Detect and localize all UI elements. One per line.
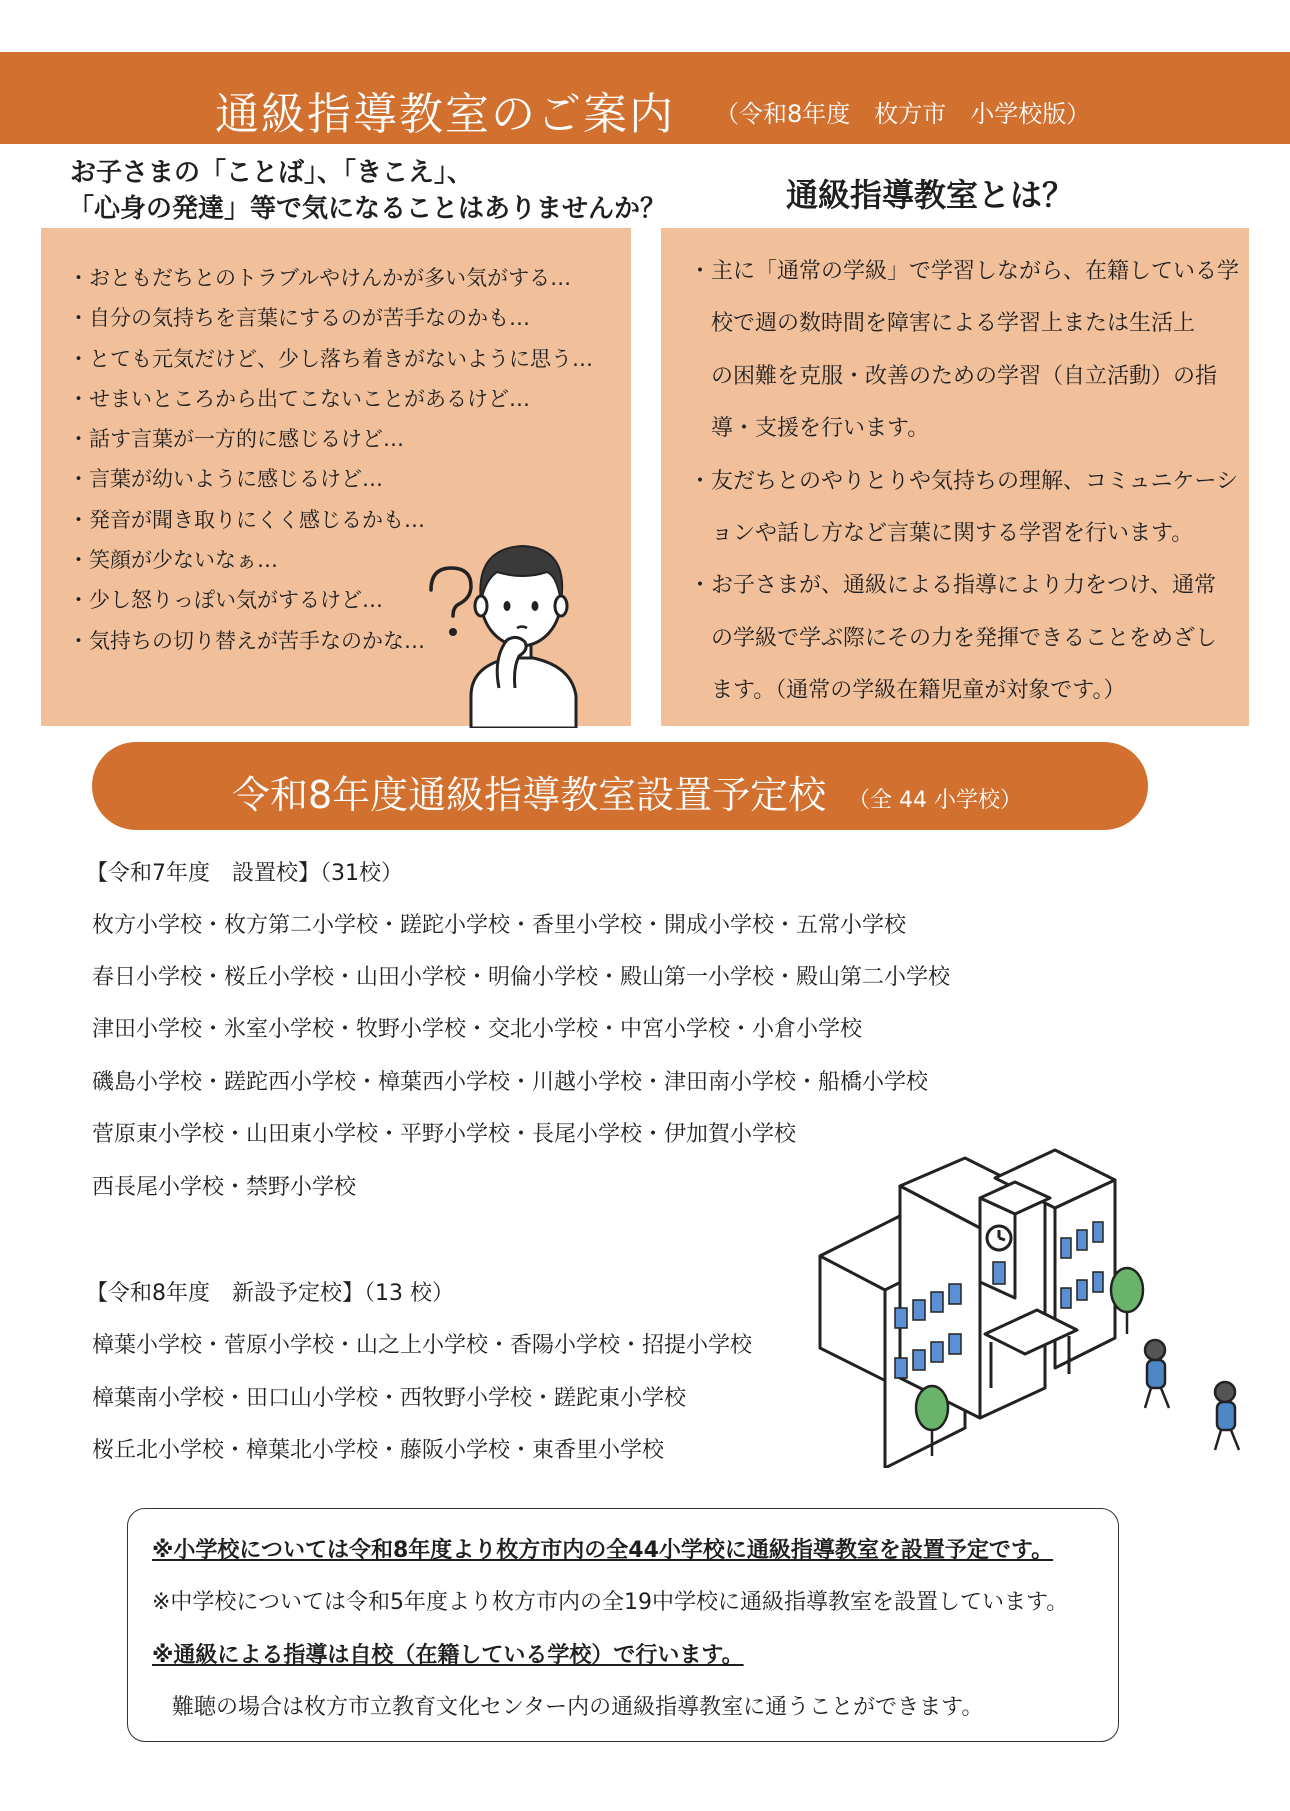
definition-line: 校で週の数時間を障害による学習上または生活上 (689, 311, 1196, 337)
definition-line: の困難を克服・改善のための学習（自立活動）の指 (689, 363, 1218, 389)
note-elementary: ※小学校については令和8年度より枚方市内の全44小学校に通級指導教室を設置予定です。 (152, 1538, 1054, 1563)
concern-item: ・少し怒りっぽい気がするけど… (68, 588, 383, 613)
school-list-line: 西長尾小学校・禁野小学校 (92, 1175, 357, 1200)
planned-schools-heading: 【令和8年度 新設予定校】（13 校） (86, 1281, 454, 1306)
definition-line: ・お子さまが、通級による指導により力をつけ、通常 (689, 573, 1217, 599)
intro-line-2: 「心身の発達」等で気になることはありませんか？ (68, 194, 667, 224)
definition-line: ・友だちとのやりとりや気持ちの理解、コミュニケーシ (689, 468, 1239, 494)
concern-item: ・気持ちの切り替えが苦手なのかな… (68, 628, 425, 653)
concerns-panel (41, 228, 631, 726)
schools-band-title: 令和8年度通級指導教室設置予定校 (232, 773, 827, 817)
page-subtitle: （令和8年度 枚方市 小学校版） (715, 100, 1091, 128)
concern-item: ・笑顔が少ないなぁ… (68, 548, 278, 573)
concern-item: ・話す言葉が一方的に感じるけど… (68, 427, 404, 452)
concern-item: ・発音が聞き取りにくく感じるかも… (68, 507, 425, 532)
schools-band-subtitle: （全 44 小学校） (848, 788, 1022, 813)
note-hearing: 難聴の場合は枚方市立教育文化センター内の通級指導教室に通うことができます。 (172, 1695, 984, 1720)
definition-text (689, 246, 1239, 718)
school-list-line: 菅原東小学校・山田東小学校・平野小学校・長尾小学校・伊加賀小学校 (92, 1122, 797, 1147)
thinking-child-illustration (421, 528, 611, 728)
school-list-line: 津田小学校・氷室小学校・牧野小学校・交北小学校・中宮小学校・小倉小学校 (92, 1017, 863, 1042)
definition-line: ます。（通常の学級在籍児童が対象です。） (689, 678, 1126, 704)
concern-item: ・おともだちとのトラブルやけんかが多い気がする… (68, 266, 572, 290)
definition-line: の学級で学ぶ際にその力を発揮できることをめざし (689, 625, 1218, 651)
page-title: 通級指導教室のご案内 (215, 89, 675, 140)
definition-line: ョンや話し方など言葉に関する学習を行います。 (689, 521, 1194, 547)
concern-item: ・せまいところから出てこないことがあるけど… (68, 386, 530, 411)
intro-line-1: お子さまの「ことば」、「きこえ」、 (70, 158, 474, 188)
definition-line: ・主に「通常の学級」で学習しながら、在籍している学 (689, 259, 1240, 284)
school-list-line: 春日小学校・桜丘小学校・山田小学校・明倫小学校・殿山第一小学校・殿山第二小学校 (92, 965, 951, 990)
school-list-line: 桜丘北小学校・樟葉北小学校・藤阪小学校・東香里小学校 (92, 1438, 665, 1463)
school-building-illustration (815, 1138, 1255, 1468)
concern-item: ・自分の気持ちを言葉にするのが苦手なのかも… (68, 306, 530, 331)
definition-heading: 通級指導教室とは？ (786, 176, 1075, 214)
definition-line: 導・支援を行います。 (689, 416, 930, 442)
definition-panel (661, 228, 1249, 726)
note-own-school: ※通級による指導は自校（在籍している学校）で行います。 (152, 1643, 744, 1668)
school-list-line: 磯島小学校・蹉跎西小学校・樟葉西小学校・川越小学校・津田南小学校・船橋小学校 (92, 1070, 929, 1095)
school-list-line: 枚方小学校・枚方第二小学校・蹉跎小学校・香里小学校・開成小学校・五常小学校 (92, 913, 907, 938)
existing-schools-heading: 【令和7年度 設置校】（31校） (86, 861, 403, 886)
concern-item: ・言葉が幼いように感じるけど… (68, 467, 383, 492)
note-junior-high: ※中学校については令和5年度より枚方市内の全19中学校に通級指導教室を設置しています。 (152, 1590, 1069, 1615)
concern-item: ・とても元気だけど、少し落ち着きがないように思う… (68, 346, 593, 371)
school-list-line: 樟葉小学校・菅原小学校・山之上小学校・香陽小学校・招提小学校 (92, 1333, 753, 1358)
school-list-line: 樟葉南小学校・田口山小学校・西牧野小学校・蹉跎東小学校 (92, 1386, 687, 1411)
